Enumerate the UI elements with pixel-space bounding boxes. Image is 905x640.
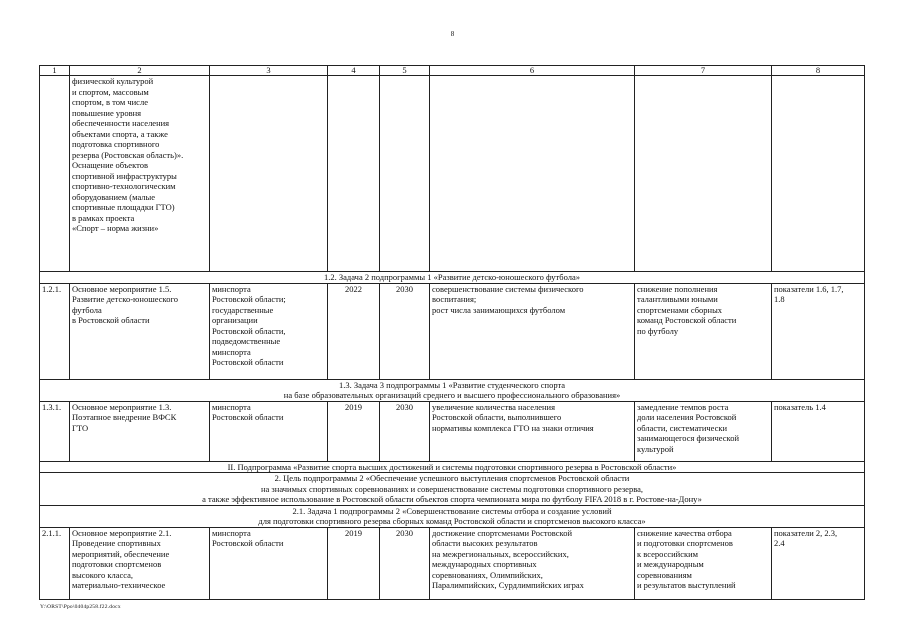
col-num-7: 7 [635, 66, 772, 76]
col-num-2: 2 [70, 66, 210, 76]
cell-indicator-link: показатели 2, 2.3, 2.4 [772, 527, 865, 599]
section-heading: 1.2. Задача 2 подпрограммы 1 «Развитие детско-юношеского футбола» [40, 272, 865, 284]
cell-expected-result: совершенствование системы физического воспитания; рост числа занимающихся футболом [430, 283, 635, 379]
cell-start-year: 2019 [328, 527, 380, 599]
goal-heading: 2. Цель подпрограммы 2 «Обеспечение успешного выступления спортсменов Ростовской области на значимых спортивных соревнованиях и совершенствование системы подготовки спортивного резерва, а также эффективное использование в Ростовской области объектов спорта чемпионата мира по футболу FIFA 2018 в г. Ростове-на-Дону» [40, 473, 865, 506]
goal-row-2 [40, 473, 865, 506]
section-heading: 2.1. Задача 1 подпрограммы 2 «Совершенствование системы отбора и создание условий для подготовки спортивного резерва сборных команд Ростовской области и спортсменов высокого класса» [40, 505, 865, 527]
program-table [39, 65, 865, 600]
section-row-2-1 [40, 505, 865, 527]
cell-consequence: замедление темпов роста доли населения Ростовской области, систематически занимающегося физической культурой [635, 401, 772, 461]
footer-file-path: Y:\ORST\Ppo\0404p258.f22.docx [40, 604, 121, 610]
page-number: 8 [450, 30, 455, 38]
cell-measure-name: физической культурой и спортом, массовым спортом, в том числе повышение уровня обеспеченности населения объектами спорта, а также подготовка спортивного резерва (Ростовская область)». Оснащение объектов спортивной инфраструктуры спортивно-технологическим оборудованием (малые спортивные площадки ГТО) в рамках проекта «Спорт – норма жизни» [70, 76, 210, 272]
subprogram-row-2 [40, 461, 865, 473]
section-row-1-2 [40, 272, 865, 284]
cell-executor [210, 76, 328, 272]
cell-indicator-link: показатель 1.4 [772, 401, 865, 461]
col-num-6: 6 [430, 66, 635, 76]
col-num-4: 4 [328, 66, 380, 76]
cell-end-year [380, 76, 430, 272]
table-row-1-3-1 [40, 401, 865, 461]
cell-consequence [635, 76, 772, 272]
table-row-1-2-1 [40, 283, 865, 379]
cell-expected-result: достижение спортсменами Ростовской области высоких результатов на межрегиональных, всероссийских, международных спортивных соревнованиях, Олимпийских, Паралимпийских, Сурдлимпийских играх [430, 527, 635, 599]
table-row-continuation [40, 76, 865, 272]
col-num-8: 8 [772, 66, 865, 76]
section-row-1-3 [40, 379, 865, 401]
cell-num [40, 76, 70, 272]
cell-end-year: 2030 [380, 283, 430, 379]
cell-num: 2.1.1. [40, 527, 70, 599]
subprogram-heading: II. Подпрограмма «Развитие спорта высших достижений и системы подготовки спортивного резерва в Ростовской области» [40, 461, 865, 473]
cell-consequence: снижение пополнения талантливыми юными спортсменами сборных команд Ростовской области по футболу [635, 283, 772, 379]
cell-start-year [328, 76, 380, 272]
cell-num: 1.2.1. [40, 283, 70, 379]
section-heading: 1.3. Задача 3 подпрограммы 1 «Развитие студенческого спорта на базе образовательных организаций среднего и высшего профессионального образования» [40, 379, 865, 401]
col-num-3: 3 [210, 66, 328, 76]
col-num-5: 5 [380, 66, 430, 76]
cell-end-year: 2030 [380, 401, 430, 461]
cell-executor: минспорта Ростовской области [210, 401, 328, 461]
cell-indicator-link: показатели 1.6, 1.7, 1.8 [772, 283, 865, 379]
cell-indicator-link [772, 76, 865, 272]
cell-expected-result: увеличение количества населения Ростовской области, выполнившего нормативы комплекса ГТО на знаки отличия [430, 401, 635, 461]
cell-consequence: снижение качества отбора и подготовки спортсменов к всероссийским и международным соревнованиям и результатов выступлений [635, 527, 772, 599]
cell-measure-name: Основное мероприятие 1.5. Развитие детско-юношеского футбола в Ростовской области [70, 283, 210, 379]
column-number-row [40, 66, 865, 76]
cell-num: 1.3.1. [40, 401, 70, 461]
cell-expected-result [430, 76, 635, 272]
cell-end-year: 2030 [380, 527, 430, 599]
col-num-1: 1 [40, 66, 70, 76]
cell-start-year: 2019 [328, 401, 380, 461]
cell-measure-name: Основное мероприятие 2.1. Проведение спортивных мероприятий, обеспечение подготовки спортсменов высокого класса, материально-техническое [70, 527, 210, 599]
cell-executor: минспорта Ростовской области [210, 527, 328, 599]
cell-executor: минспорта Ростовской области; государственные организации Ростовской области, подведомственные минспорта Ростовской области [210, 283, 328, 379]
table-row-2-1-1 [40, 527, 865, 599]
cell-measure-name: Основное мероприятие 1.3. Поэтапное внедрение ВФСК ГТО [70, 401, 210, 461]
cell-start-year: 2022 [328, 283, 380, 379]
